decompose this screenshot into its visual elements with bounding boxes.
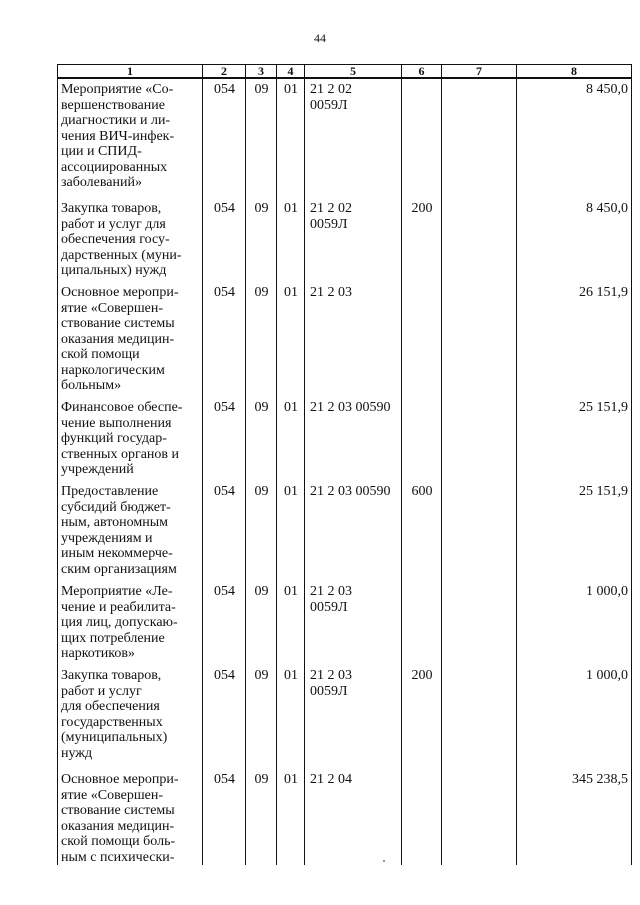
table-body	[58, 78, 632, 865]
item-name-cell: Предоставление субсидий бюджет- ным, автономным учреждениям и иным некоммерче- ским организациям	[58, 481, 203, 581]
target-article-cell: 21 2 02 0059Л	[305, 198, 402, 282]
header-col-8: 8	[517, 65, 632, 79]
target-article-cell: 21 2 03 0059Л	[305, 581, 402, 665]
ministry-code-cell: 054	[203, 78, 246, 198]
section-code-cell: 09	[246, 282, 277, 397]
ministry-code-cell: 054	[203, 581, 246, 665]
section-code-cell: 09	[246, 397, 277, 481]
header-col-7: 7	[442, 65, 517, 79]
section-code-cell: 09	[246, 665, 277, 769]
table-row	[58, 198, 632, 282]
empty-col7-cell	[442, 198, 517, 282]
expense-type-cell	[402, 282, 442, 397]
section-code-cell: 09	[246, 198, 277, 282]
item-name-cell: Финансовое обеспе- чение выполнения функций государ- ственных органов и учреждений	[58, 397, 203, 481]
scan-speck	[383, 860, 385, 862]
empty-col7-cell	[442, 769, 517, 865]
section-code-cell: 09	[246, 78, 277, 198]
table-row	[58, 78, 632, 198]
empty-col7-cell	[442, 481, 517, 581]
table-row	[58, 397, 632, 481]
item-name-cell: Основное меропри- ятие «Совершен- ствование системы оказания медицин- ской помощи наркологическим больным»	[58, 282, 203, 397]
section-code-cell: 09	[246, 581, 277, 665]
item-name-cell: Закупка товаров, работ и услуг для обеспечения госу- дарственных (муни- ципальных) нужд	[58, 198, 203, 282]
target-article-cell: 21 2 03 00590	[305, 397, 402, 481]
item-name-cell: Основное меропри- ятие «Совершен- ствование системы оказания медицин- ской помощи боль- ным с психически-	[58, 769, 203, 865]
table-row	[58, 481, 632, 581]
section-code-cell: 09	[246, 769, 277, 865]
budget-table	[57, 64, 632, 865]
target-article-cell: 21 2 04	[305, 769, 402, 865]
target-article-cell: 21 2 03 0059Л	[305, 665, 402, 769]
amount-cell: 1 000,0	[517, 665, 632, 769]
subsection-code-cell: 01	[277, 78, 305, 198]
subsection-code-cell: 01	[277, 481, 305, 581]
ministry-code-cell: 054	[203, 769, 246, 865]
subsection-code-cell: 01	[277, 581, 305, 665]
subsection-code-cell: 01	[277, 282, 305, 397]
amount-cell: 8 450,0	[517, 198, 632, 282]
ministry-code-cell: 054	[203, 198, 246, 282]
header-col-4: 4	[277, 65, 305, 79]
expense-type-cell	[402, 581, 442, 665]
expense-type-cell	[402, 397, 442, 481]
empty-col7-cell	[442, 397, 517, 481]
subsection-code-cell: 01	[277, 769, 305, 865]
table-row	[58, 581, 632, 665]
empty-col7-cell	[442, 282, 517, 397]
table-row	[58, 665, 632, 769]
header-col-6: 6	[402, 65, 442, 79]
header-col-3: 3	[246, 65, 277, 79]
empty-col7-cell	[442, 665, 517, 769]
ministry-code-cell: 054	[203, 282, 246, 397]
amount-cell: 25 151,9	[517, 397, 632, 481]
amount-cell: 345 238,5	[517, 769, 632, 865]
expense-type-cell: 600	[402, 481, 442, 581]
expense-type-cell	[402, 769, 442, 865]
expense-type-cell: 200	[402, 198, 442, 282]
amount-cell: 1 000,0	[517, 581, 632, 665]
amount-cell: 25 151,9	[517, 481, 632, 581]
header-col-2: 2	[203, 65, 246, 79]
subsection-code-cell: 01	[277, 198, 305, 282]
page-number: 44	[314, 31, 326, 45]
header-col-1: 1	[58, 65, 203, 79]
empty-col7-cell	[442, 78, 517, 198]
item-name-cell: Мероприятие «Ле- чение и реабилита- ция лиц, допускаю- щих потребление наркотиков»	[58, 581, 203, 665]
header-row	[58, 65, 632, 79]
expense-type-cell	[402, 78, 442, 198]
table-row	[58, 769, 632, 865]
table-row	[58, 282, 632, 397]
expense-type-cell: 200	[402, 665, 442, 769]
item-name-cell: Мероприятие «Со- вершенствование диагностики и ли- чения ВИЧ-инфек- ции и СПИД- ассоциированных заболеваний»	[58, 78, 203, 198]
empty-col7-cell	[442, 581, 517, 665]
section-code-cell: 09	[246, 481, 277, 581]
subsection-code-cell: 01	[277, 397, 305, 481]
amount-cell: 8 450,0	[517, 78, 632, 198]
target-article-cell: 21 2 03	[305, 282, 402, 397]
ministry-code-cell: 054	[203, 665, 246, 769]
item-name-cell: Закупка товаров, работ и услуг для обеспечения государственных (муниципальных) нужд	[58, 665, 203, 769]
ministry-code-cell: 054	[203, 481, 246, 581]
subsection-code-cell: 01	[277, 665, 305, 769]
header-col-5: 5	[305, 65, 402, 79]
amount-cell: 26 151,9	[517, 282, 632, 397]
target-article-cell: 21 2 02 0059Л	[305, 78, 402, 198]
ministry-code-cell: 054	[203, 397, 246, 481]
target-article-cell: 21 2 03 00590	[305, 481, 402, 581]
